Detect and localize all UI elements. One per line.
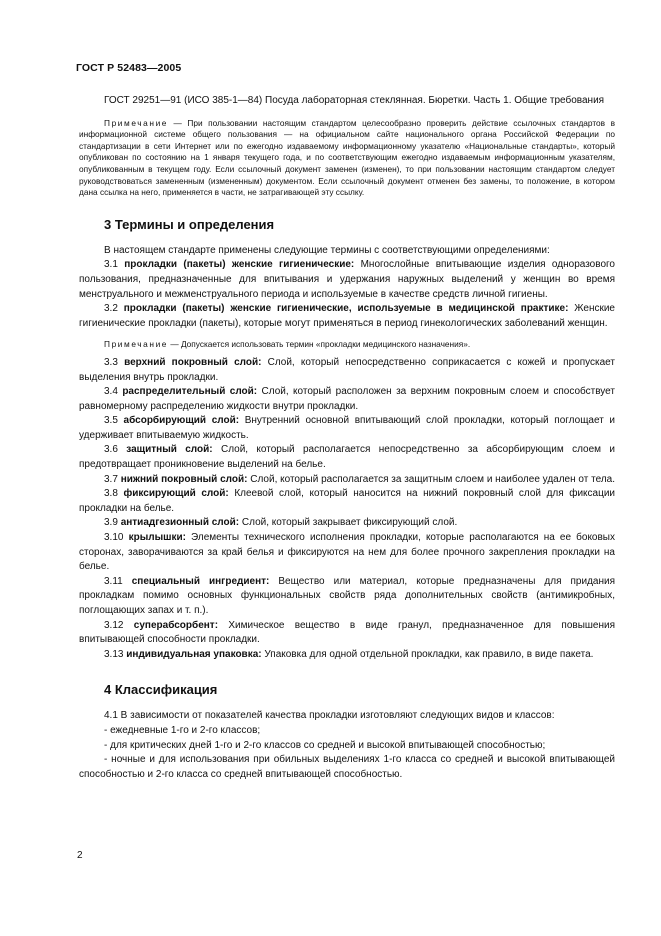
term-name: верхний покровный слой: [124,356,262,368]
term-name: фиксирующий слой: [123,488,229,500]
note-text: — При пользовании настоящим стандартом целесообразно проверить действие ссылочных стандартов в информационной системе общего пользования — на официальном сайте национального органа Российской Федерации по стандартизации в сети Интернет или по ежегодно издаваемому информационному указателю «Национальные стандарты», который опубликован по состоянию на 1 января текущего года, и по соответствующим ежегодно издаваемым информационным указателям, опубликованным в текущем году. Если ссылочный документ заменен (изменен), то при пользовании настоящим стандартом следует руководствоваться замененным (измененным) документом. Если ссылочный документ отменен без замены, то положение, в котором дана ссылка на него, применяется в части, не затрагивающей эту ссылку. [79,117,615,198]
term-3-8 [79,487,615,516]
note-terms [79,339,615,351]
term-definition: Элементы технического исполнения прокладки, которые располагаются на ее боковых сторонах, заворачиваются за край белья и фиксируются на нем для более прочного закрепления прокладки на белье. [79,532,615,573]
term-definition: Клеевой слой, который наносится на нижний покровный слой для фиксации прокладки на белье. [79,488,615,514]
term-3-2 [79,302,615,331]
term-name: индивидуальная упаковка: [126,648,262,660]
term-definition: Вещество или материал, которые предназначены для придания прокладкам помимо основных функциональных свойств ряда дополнительных свойств (антимикробных, поглощающих запах и т. п.). [79,575,616,616]
reference-gost-29251: ГОСТ 29251—91 (ИСО 385-1—84) Посуда лабораторная стеклянная. Бюретки. Часть 1. Общие требования [104,95,605,106]
term-name: прокладки (пакеты) женские гигиенические, используемые в медицинской практике: [123,303,569,315]
list-item: - для критических дней 1-го и 2-го классов со средней и высокой впитывающей способностью; [104,739,546,751]
list-item: - ночные и для использования при обильных выделениях 1-го класса со средней и высокой впитывающей способностью и 2-го класса со средней впитывающей способностью. [79,754,615,780]
note-label: Примечание [104,117,169,128]
term-name: прокладки (пакеты) женские гигиенические: [124,259,355,271]
term-number: 3.2 [104,303,124,315]
term-3-11 [79,575,615,619]
term-definition: Химическое вещество в виде гранул, предназначенное для повышения впитывающей способности прокладки. [79,619,615,646]
term-definition: Упаковка для одной отдельной прокладки, как правило, в виде пакета. [261,648,594,660]
term-number: 3.6 [104,444,127,456]
term-3-12 [79,619,615,648]
term-definition: Слой, который непосредственно соприкасается с кожей и пропускает выделения внутрь прокладки. [79,356,615,383]
page-number: 2 [77,850,83,861]
list-item: - ежедневные 1-го и 2-го классов; [104,724,261,736]
note-label: Примечание [104,339,169,350]
term-number: 3.1 [104,259,125,271]
term-name: распределительный слой: [122,386,258,398]
term-definition: Женские гигиенические прокладки (пакеты), которые могут применяться в период гинекологических заболеваний женщин. [79,303,615,329]
term-definition: Внутренний основной впитывающий слой прокладки, который поглощает и удерживает впитываемую жидкость. [79,415,616,441]
term-name: специальный ингредиент: [131,575,270,587]
term-number: 3.5 [104,415,124,427]
term-number: 3.8 [104,488,124,500]
term-number: 3.3 [104,356,125,368]
term-number: 3.9 [104,517,121,529]
term-definition: Слой, который закрывает фиксирующий слой. [239,517,458,529]
term-3-9 [79,516,615,531]
document-header: ГОСТ Р 52483—2005 [76,62,182,74]
term-name: суперабсорбент: [133,619,219,631]
term-name: антиадгезионный слой: [120,517,240,529]
term-name: нижний покровный слой: [120,473,248,485]
term-number: 3.4 [104,386,123,398]
term-3-3 [79,356,615,385]
note-text: — Допускается использовать термин «прокладки медицинского назначения». [168,339,471,350]
term-number: 3.12 [104,619,134,631]
term-name: крылышки: [128,532,186,544]
term-3-1 [79,258,615,302]
term-number: 3.7 [104,473,121,485]
term-3-10 [79,531,615,575]
term-name: защитный слой: [126,444,213,456]
section-4-heading: 4 Классификация [104,682,218,698]
term-definition: Слой, который расположен за верхним покровным слоем и способствует равномерному распределению жидкости внутри прокладки. [79,386,615,412]
term-3-5 [79,414,615,443]
clause-4-1: 4.1 В зависимости от показателей качества прокладки изготовляют следующих видов и классов: [104,710,555,722]
term-3-7 [79,473,615,488]
document-body [79,94,615,782]
section-3-heading: 3 Термины и определения [104,216,275,232]
term-definition: Слой, который располагается за защитным слоем и наиболее удален от тела. [247,473,615,485]
section-3-intro: В настоящем стандарте применены следующие термины с соответствующими определениями: [104,244,550,256]
term-definition: Слой, который располагается непосредственно за абсорбирующим слоем и предотвращает проникновение выделений на белье. [79,444,615,471]
term-3-6 [79,443,615,472]
term-name: абсорбирующий слой: [123,415,240,427]
term-number: 3.11 [104,575,132,587]
term-number: 3.10 [104,532,129,544]
term-number: 3.13 [104,648,127,660]
term-definition: Многослойные впитывающие изделия одноразового пользования, предназначенные для впитывания и удержания наружных выделений у женщин во время менструального и межменструального периода и используемые в качестве средств личной гигиены. [79,259,615,300]
note-references [79,118,615,199]
term-3-13 [79,648,615,663]
term-3-4 [79,385,615,414]
